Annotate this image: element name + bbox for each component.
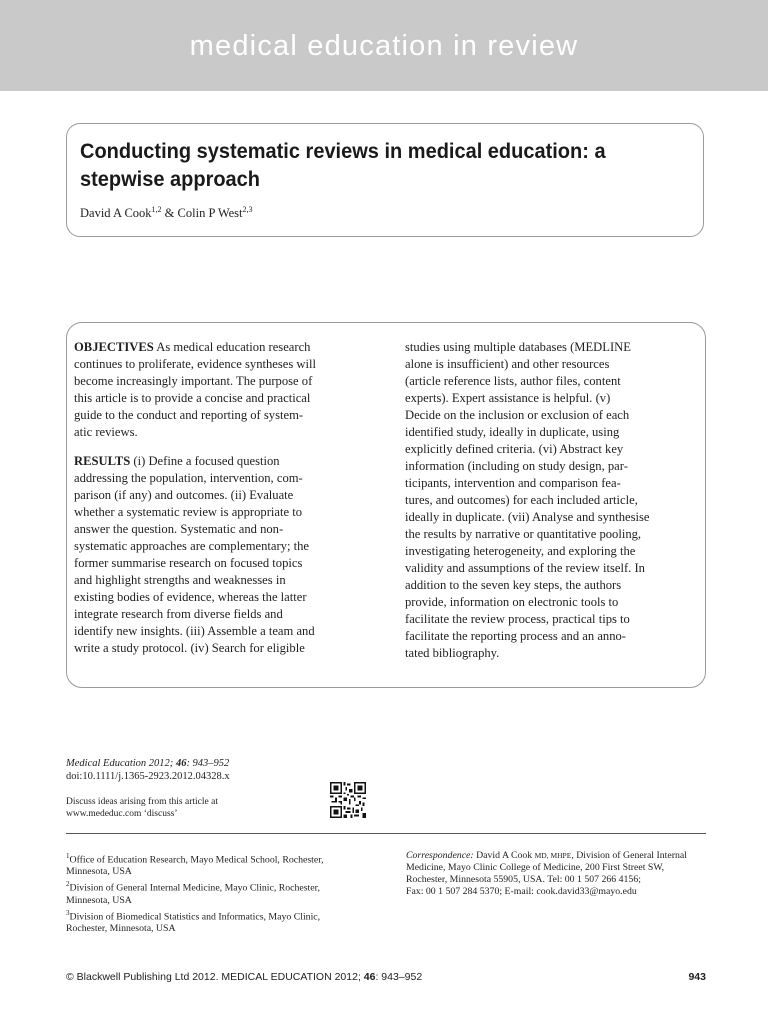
abstract-line: facilitate the reporting process and an anno- [405,629,626,643]
abstract-line: (article reference lists, author files, content [405,374,621,388]
page-footer [66,971,422,983]
abstract-left-column [74,339,366,669]
correspondence-text: , Division of General Internal [571,850,687,861]
affiliation-text: Division of General Internal Medicine, Mayo Clinic, Rochester, [69,882,320,894]
section-title: medical education in review [189,30,579,62]
affiliation-text: Rochester, Minnesota, USA [66,922,176,934]
objectives-paragraph [74,339,366,441]
section-banner [0,0,768,91]
abstract-line: and highlight strengths and weaknesses in [74,573,286,587]
abstract-line: ticipants, intervention and comparison fea- [405,476,621,490]
discuss-line: Discuss ideas arising from this article at [66,797,218,807]
abstract-line: tures, and outcomes) for each included article, [405,493,638,507]
discuss-link[interactable]: www.mededuc.com ‘discuss’ [66,808,178,819]
correspondence-contact[interactable]: Fax: 00 1 507 284 5370; E-mail: cook.david33@mayo.edu [406,886,637,897]
footer-volume: 46 [363,971,376,983]
author-affiliation-sup: 1,2 [151,205,162,214]
affiliations [66,850,376,935]
page-number: 943 [688,971,706,983]
abstract-line: answer the question. Systematic and non- [74,522,284,536]
correspondence-label: Correspondence: [406,850,474,861]
abstract-line: become increasingly important. The purpose of [74,374,313,388]
citation-journal: Medical Education 2012; [66,758,176,769]
abstract-line: systematic approaches are complementary; the [74,539,309,553]
abstract-line: Decide on the inclusion or exclusion of each [405,408,630,422]
abstract-line: validity and assumptions of the review itself. In [405,561,645,575]
article-title [80,137,647,193]
correspondence-text: Medicine, Mayo Clinic College of Medicine, 200 First Street SW, [406,862,665,873]
correspondence-name: David A Cook [473,850,535,861]
author-name: Colin P West [177,206,243,221]
abstract-line: parison (if any) and outcomes. (ii) Evaluate [74,488,294,502]
abstract-line: this article is to provide a concise and practical [74,391,311,405]
abstract-line: addressing the population, intervention, com- [74,471,303,485]
correspondence-degrees: MD, MHPE [534,851,572,860]
title-box [66,123,704,237]
abstract-line: guide to the conduct and reporting of system- [74,408,304,422]
discuss-note [66,797,218,820]
footer-pages: : 943–952 [375,971,423,983]
results-continued-paragraph [405,339,697,662]
objectives-heading: OBJECTIVES [74,340,154,354]
correspondence-text: Rochester, Minnesota 55905, USA. Tel: 00 1 507 266 4156; [406,874,641,885]
abstract-line: experts). Expert assistance is helpful. (v) [405,391,611,405]
abstract-line: existing bodies of evidence, whereas the latter [74,590,307,604]
abstract-line: integrate research from diverse fields and [74,607,283,621]
abstract-line: identify new insights. (iii) Assemble a team and [74,624,315,638]
affiliation-sup: 3 [66,908,70,917]
results-paragraph [74,453,366,657]
abstract-line: provide, information on electronic tools to [405,595,619,609]
author-affiliation-sup: 2,3 [242,205,253,214]
abstract-line: addition to the seven key steps, the authors [405,578,622,592]
abstract-line: continues to proliferate, evidence syntheses will [74,357,317,371]
abstract-line: atic reviews. [74,425,138,439]
abstract-line: ideally in duplicate. (vii) Analyse and synthesise [405,510,650,524]
abstract-line: the results by narrative or quantitative pooling, [405,527,642,541]
affiliation-sup: 1 [66,852,70,860]
footer-copyright: © Blackwell Publishing Ltd 2012. MEDICAL EDUCATION 2012; [66,971,364,983]
article-title-line2: stepwise approach [80,167,261,191]
abstract-line: write a study protocol. (iv) Search for eligible [74,641,305,655]
abstract-line: (i) Define a focused question [133,454,280,468]
abstract-line: As medical education research [156,340,311,354]
abstract-right-column [405,339,697,674]
abstract-line: alone is insufficient) and other resources [405,357,610,371]
affiliation-item [66,878,376,894]
affiliation-text: Minnesota, USA [66,894,132,906]
abstract-line: identified study, ideally in duplicate, using [405,425,620,439]
citation-doi[interactable]: doi:10.1111/j.1365-2923.2012.04328.x [66,771,230,782]
abstract-line: information (including on study design, par- [405,459,628,473]
author-separator: & [161,206,178,221]
affiliation-item [66,850,376,866]
affiliation-text: Office of Education Research, Mayo Medical School, Rochester, [69,854,324,866]
affiliation-sup: 2 [66,880,70,889]
correspondence [406,850,716,898]
author-list [80,205,253,221]
abstract-line: tated bibliography. [405,646,500,660]
citation-volume: 46 [175,758,187,769]
qr-code-icon[interactable] [330,782,366,818]
affiliation-item [66,907,376,923]
article-title-line1: Conducting systematic reviews in medical education: a [80,139,606,163]
author-name: David A Cook [80,206,152,221]
abstract-line: explicitly defined criteria. (vi) Abstract key [405,442,624,456]
abstract-line: studies using multiple databases (MEDLINE [405,340,631,354]
journal-citation [66,757,230,783]
citation-pages: : 943–952 [186,758,230,769]
abstract-line: investigating heterogeneity, and exploring the [405,544,636,558]
abstract-box [66,322,706,688]
footnote-divider [66,833,706,834]
affiliation-text: Division of Biomedical Statistics and Informatics, Mayo Clinic, [69,910,321,922]
abstract-line: whether a systematic review is appropriate to [74,505,303,519]
results-heading: RESULTS [74,454,131,468]
abstract-line: former summarise research on focused topics [74,556,303,570]
affiliation-text: Minnesota, USA [66,866,132,878]
abstract-line: facilitate the review process, practical tips to [405,612,630,626]
